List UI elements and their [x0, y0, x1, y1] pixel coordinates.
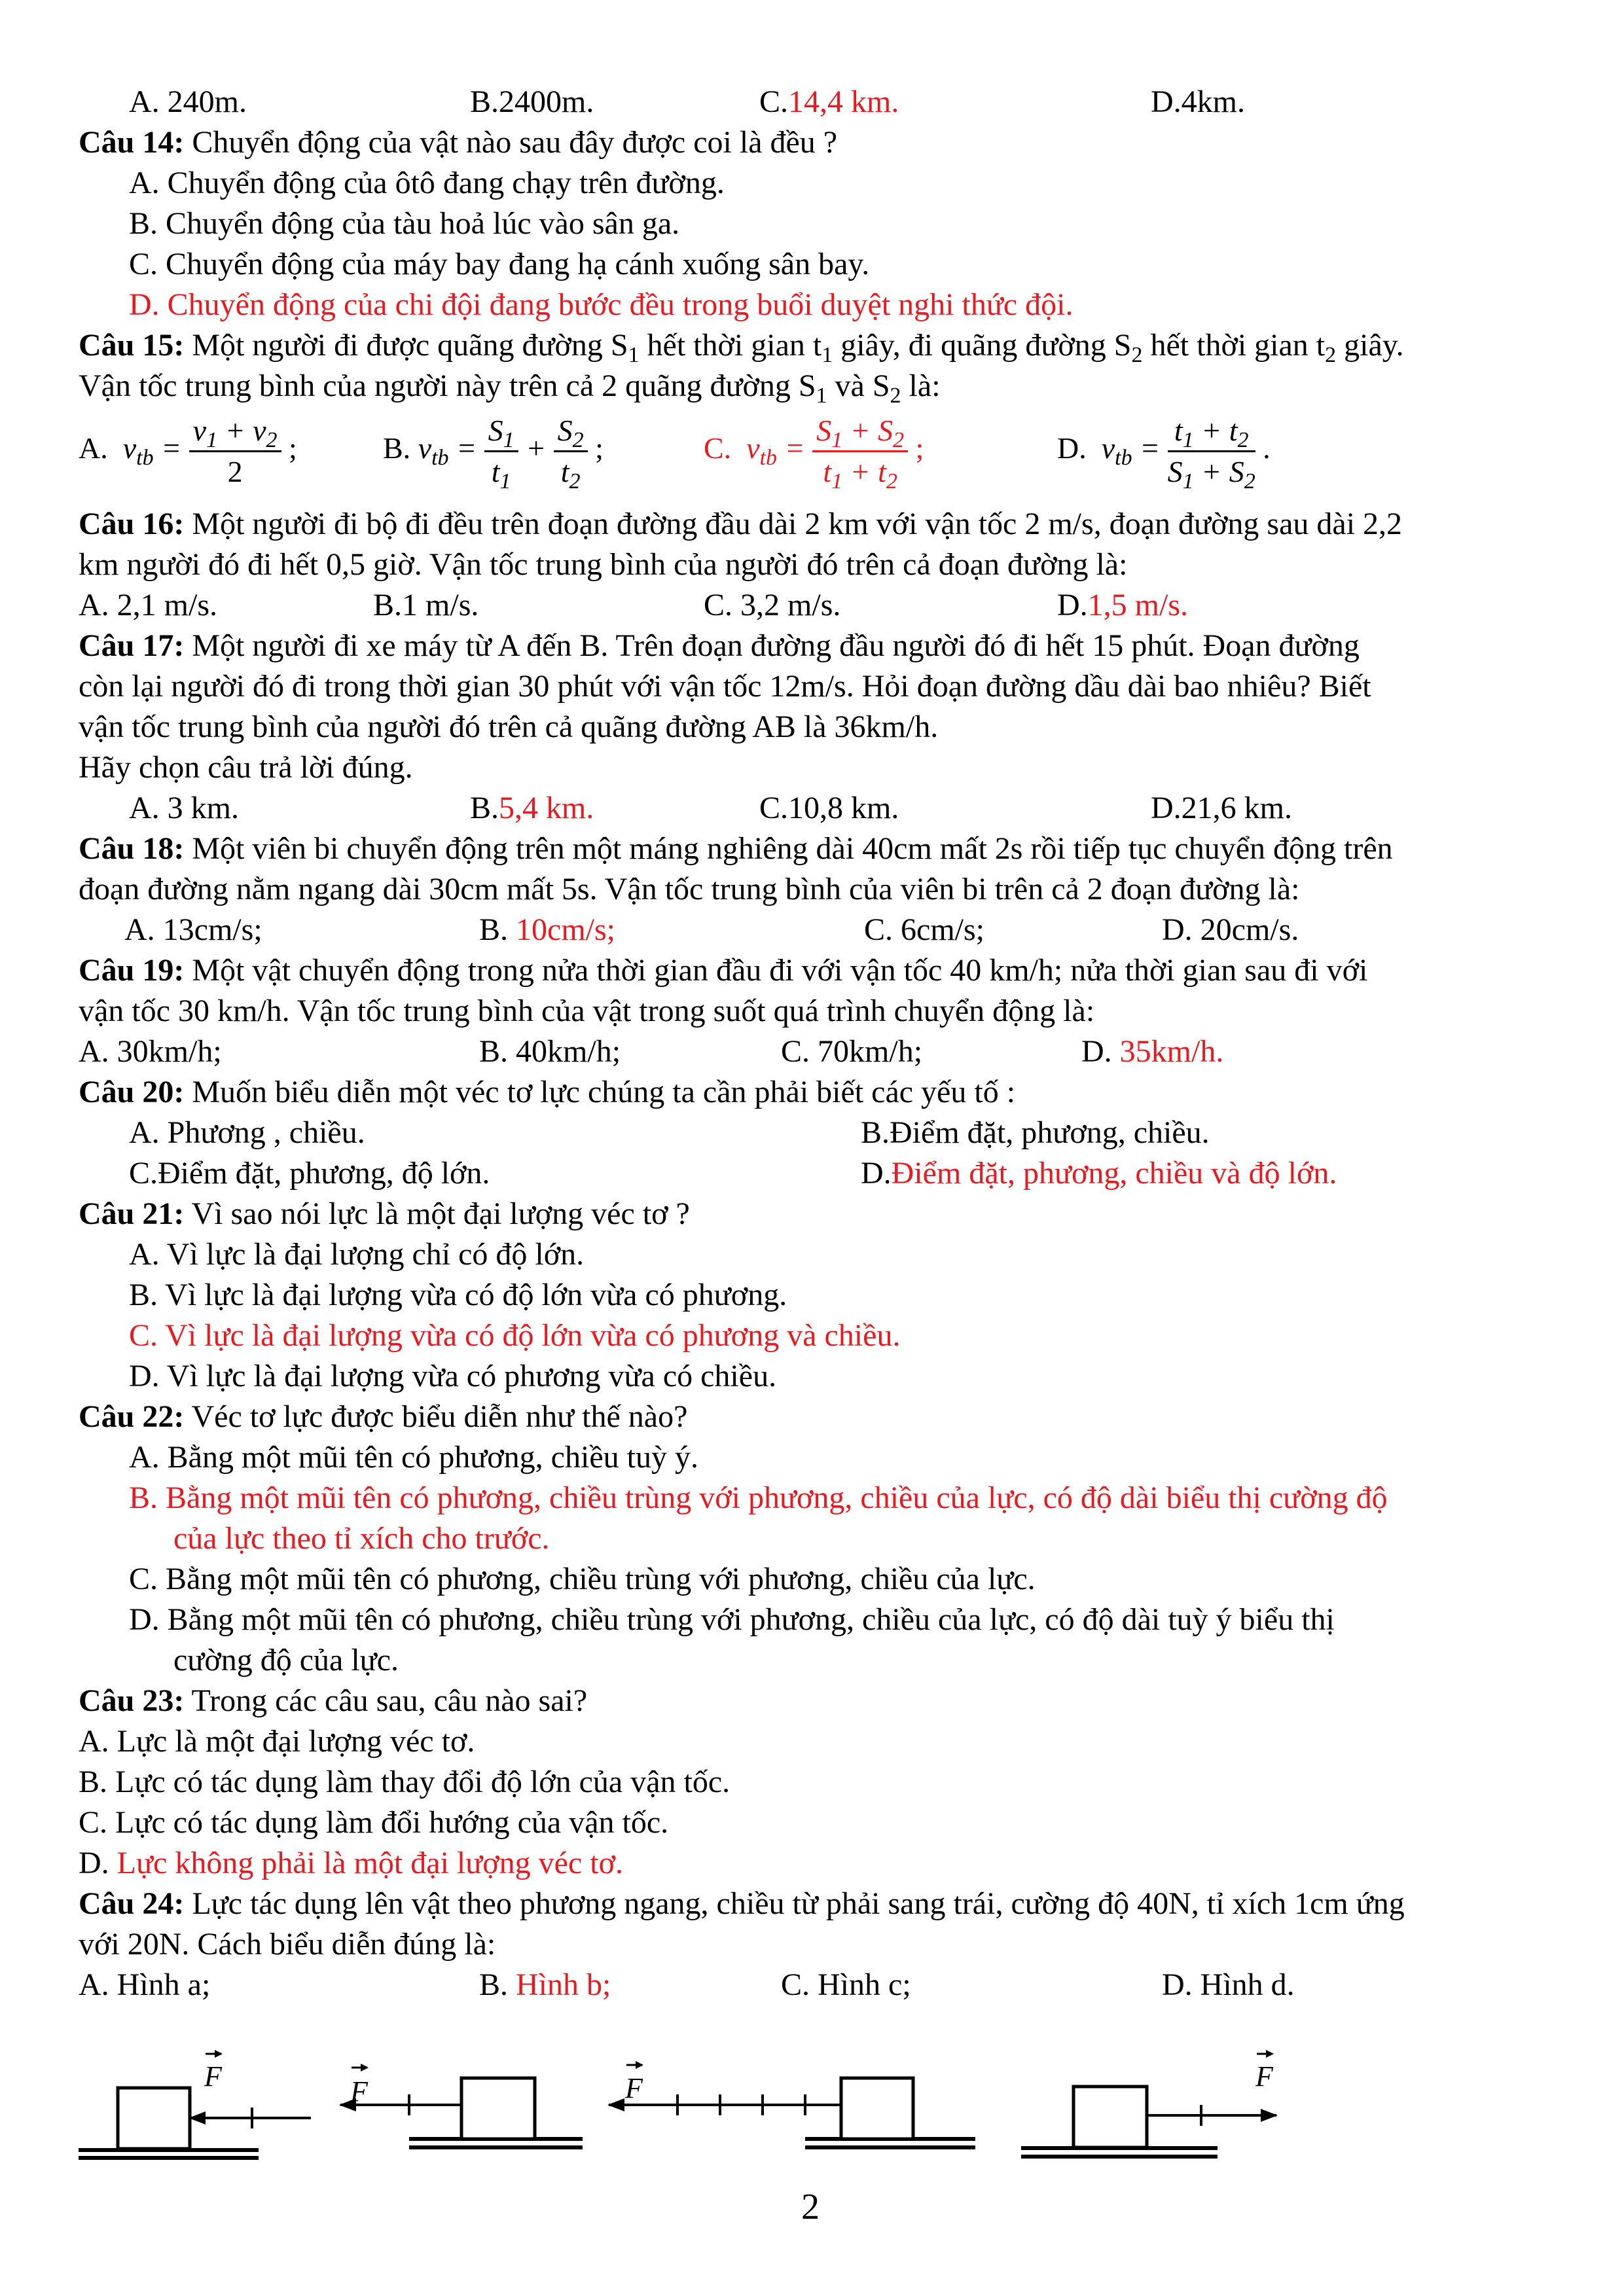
- q23-option-c: C. Lực có tác dụng làm đổi hướng của vận tốc.: [79, 1805, 669, 1840]
- q13-option-c: C.14,4 km.: [759, 84, 899, 119]
- q22-option-b-line1: B. Bằng một mũi tên có phương, chiều trùng với phương, chiều của lực, có độ dài biểu thị cường độ: [129, 1480, 1388, 1515]
- q13-option-a: A. 240m.: [129, 84, 247, 119]
- page-number: 2: [801, 2187, 820, 2227]
- q20-option-a: A. Phương , chiều.: [129, 1115, 365, 1150]
- q21-option-c: C. Vì lực là đại lượng vừa có độ lớn vừa có phương và chiều.: [129, 1318, 901, 1353]
- q21-question: Câu 21: Vì sao nói lực là một đại lượng véc tơ ?: [79, 1196, 690, 1231]
- q23-option-d: D. Lực không phải là một đại lượng véc tơ.: [79, 1846, 623, 1880]
- q23-option-b: B. Lực có tác dụng làm thay đổi độ lớn của vận tốc.: [79, 1765, 731, 1799]
- q17-option-b: B.5,4 km.: [470, 791, 594, 825]
- q18-question-line1: Câu 18: Một viên bi chuyển động trên một máng nghiêng dài 40cm mất 2s rồi tiếp tục chuyển động trên: [79, 831, 1393, 866]
- q19-option-a: A. 30km/h;: [79, 1034, 222, 1069]
- q19-option-c: C. 70km/h;: [781, 1034, 923, 1069]
- q15-option-b: B. $v_{tb}$ = $\frac{S_1}{t_1}$ + $\frac{S_2}{t_2}$ ;: [383, 411, 604, 492]
- q19-question-line2: vận tốc 30 km/h. Vận tốc trung bình của vật trong suốt quá trình chuyển động là:: [79, 994, 1095, 1028]
- q15-question-line1: Câu 15: Một người đi được quãng đường $S_1$ hết thời gian $t_1$ giây, đi quãng đường $S_2$ hết thời gian $t_2$ giây.: [79, 328, 1404, 367]
- q16-question-line1: Câu 16: Một người đi bộ đi đều trên đoạn đường đầu dài 2 km với vận tốc 2 m/s, đoạn đường sau dài 2,2: [79, 507, 1403, 541]
- q14-option-c: C. Chuyển động của máy bay đang hạ cánh xuống sân bay.: [129, 247, 870, 281]
- q22-option-d-line1: D. Bằng một mũi tên có phương, chiều trùng với phương, chiều của lực, có độ dài tuỳ ý biểu thị: [129, 1602, 1335, 1637]
- q22-option-c: C. Bằng một mũi tên có phương, chiều trùng với phương, chiều của lực.: [129, 1562, 1036, 1596]
- q15-question-line2: Vận tốc trung bình của người này trên cả 2 quãng đường $S_1$ và $S_2$ là:: [79, 368, 941, 408]
- q15-option-c: C. $v_{tb}$ = $\frac{S_1 + S_2}{t_1 + t_2}$ ;: [704, 411, 924, 492]
- q14-option-b: B. Chuyển động của tàu hoả lúc vào sân ga.: [129, 206, 680, 241]
- q16-question-line2: km người đó đi hết 0,5 giờ. Vận tốc trung bình của người đó trên cả đoạn đường là:: [79, 547, 1128, 582]
- q15-option-d: D. $v_{tb}$ = $\frac{t_1 + t_2}{S_1 + S_2}$ .: [1057, 411, 1271, 492]
- q18-option-d: D. 20cm/s.: [1162, 912, 1299, 947]
- q21-option-b: B. Vì lực là đại lượng vừa có độ lớn vừa có phương.: [129, 1278, 787, 1312]
- q18-option-c: C. 6cm/s;: [864, 912, 985, 947]
- q16-option-c: C. 3,2 m/s.: [704, 588, 841, 622]
- q19-option-d: D. 35km/h.: [1081, 1034, 1224, 1069]
- figure-a: [79, 2054, 311, 2158]
- q24-option-b: B. Hình b;: [479, 1967, 611, 2002]
- q16-option-a: A. 2,1 m/s.: [79, 588, 218, 622]
- q17-question-line4: Hãy chọn câu trả lời đúng.: [79, 750, 413, 785]
- q23-option-a: A. Lực là một đại lượng véc tơ.: [79, 1724, 475, 1759]
- q14-option-d: D. Chuyển động của chi đội đang bước đều trong buổi duyệt nghi thức đội.: [129, 287, 1074, 322]
- figure-c: [609, 2065, 975, 2147]
- figure-b-label: F: [350, 2075, 368, 2108]
- q22-option-b-line2: của lực theo tỉ xích cho trước.: [173, 1521, 550, 1556]
- q20-option-c: C.Điểm đặt, phương, độ lớn.: [129, 1156, 490, 1191]
- figure-d: [1021, 2054, 1276, 2157]
- q20-option-d: D.Điểm đặt, phương, chiều và độ lớn.: [861, 1156, 1337, 1191]
- q20-question: Câu 20: Muốn biểu diễn một véc tơ lực chúng ta cần phải biết các yếu tố :: [79, 1075, 1016, 1109]
- q17-question-line3: vận tốc trung bình của người đó trên cả quãng đường AB là 36km/h.: [79, 709, 939, 744]
- q16-option-b: B.1 m/s.: [373, 588, 479, 622]
- q17-question-line2: còn lại người đó đi trong thời gian 30 phút với vận tốc 12m/s. Hỏi đoạn đường dầu dài bao nhiêu? Biết: [79, 669, 1371, 704]
- force-diagrams: [0, 2032, 1624, 2189]
- figure-c-label: F: [625, 2072, 643, 2104]
- q18-option-b: B. 10cm/s;: [479, 912, 616, 947]
- q15-option-a: A. $v_{tb}$ = $\frac{v_1 + v_2}{2}$ ;: [79, 411, 297, 492]
- q24-option-c: C. Hình c;: [781, 1967, 911, 2002]
- q24-question-line2: với 20N. Cách biểu diễn đúng là:: [79, 1927, 496, 1962]
- figure-d-label: F: [1255, 2060, 1273, 2092]
- figure-a-label: F: [204, 2060, 222, 2092]
- q20-option-b: B.Điểm đặt, phương, chiều.: [861, 1115, 1210, 1150]
- q18-option-a: A. 13cm/s;: [124, 912, 262, 947]
- figure-b: [340, 2068, 583, 2147]
- q21-option-d: D. Vì lực là đại lượng vừa có phương vừa có chiều.: [129, 1359, 777, 1393]
- q24-question-line1: Câu 24: Lực tác dụng lên vật theo phương ngang, chiều từ phải sang trái, cường độ 40N, tỉ xích 1cm ứng: [79, 1886, 1405, 1921]
- q24-option-d: D. Hình d.: [1162, 1967, 1295, 2002]
- q16-option-d: D.1,5 m/s.: [1057, 588, 1189, 622]
- q17-option-d: D.21,6 km.: [1151, 791, 1292, 825]
- q22-option-d-line2: cường độ của lực.: [173, 1643, 399, 1677]
- q19-option-b: B. 40km/h;: [479, 1034, 621, 1069]
- q24-option-a: A. Hình a;: [79, 1967, 211, 2002]
- q22-question: Câu 22: Véc tơ lực được biểu diễn như thế nào?: [79, 1399, 688, 1434]
- q23-question: Câu 23: Trong các câu sau, câu nào sai?: [79, 1683, 588, 1718]
- q17-question-line1: Câu 17: Một người đi xe máy từ A đến B. Trên đoạn đường đầu người đó đi hết 15 phút. Đoạn đường: [79, 628, 1360, 663]
- q21-option-a: A. Vì lực là đại lượng chỉ có độ lớn.: [129, 1237, 585, 1272]
- q22-option-a: A. Bằng một mũi tên có phương, chiều tuỳ ý.: [129, 1440, 698, 1475]
- q17-option-a: A. 3 km.: [129, 791, 239, 825]
- q17-option-c: C.10,8 km.: [759, 791, 899, 825]
- q13-option-d: D.4km.: [1151, 84, 1245, 119]
- q13-option-b: B.2400m.: [470, 84, 594, 119]
- q19-question-line1: Câu 19: Một vật chuyển động trong nửa thời gian đầu đi với vận tốc 40 km/h; nửa thời gian sau đi với: [79, 953, 1368, 988]
- q18-question-line2: đoạn đường nằm ngang dài 30cm mất 5s. Vận tốc trung bình của viên bi trên cả 2 đoạn đường là:: [79, 872, 1300, 906]
- q14-option-a: A. Chuyển động của ôtô đang chạy trên đường.: [129, 166, 725, 200]
- q14-question: Câu 14: Chuyển động của vật nào sau đây được coi là đều ?: [79, 125, 838, 160]
